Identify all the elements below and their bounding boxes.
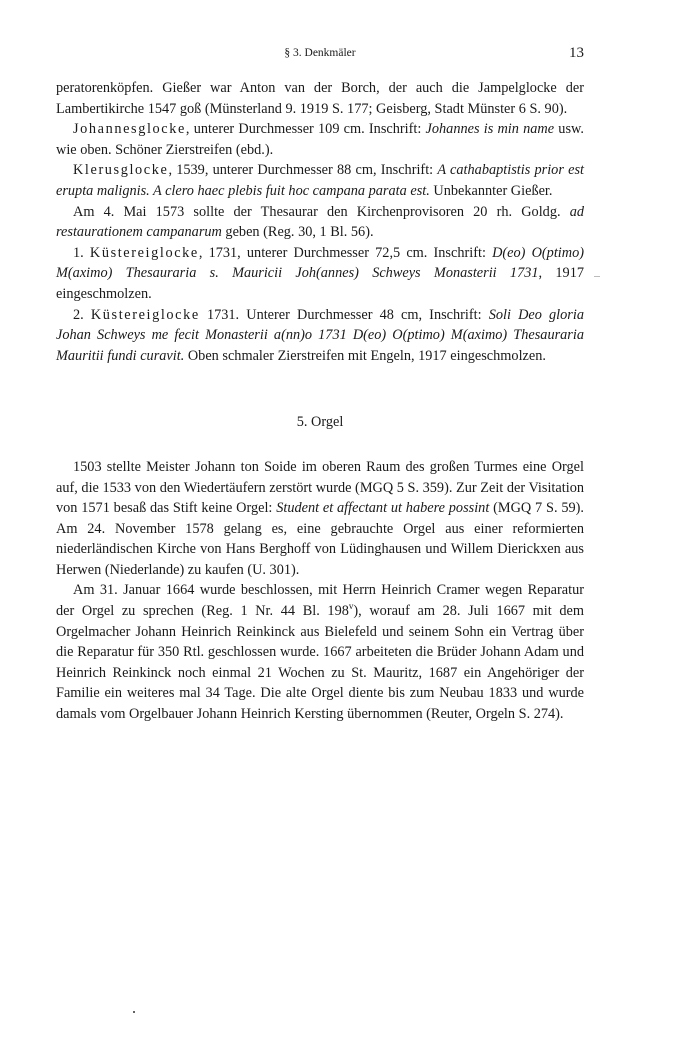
inscription: A cathabaptistis prior est erupta malignis. A clero haec plebis fuit hoc campana parata est. [56, 162, 584, 199]
paragraph-thesaurar [56, 202, 584, 243]
inscription: Soli Deo gloria Johan Schweys me fecit Monasterii a(nn)o 1731 D(eo) O(ptimo) M(aximo) Thesauraria Mauritii fundi curavit. [56, 306, 584, 364]
paragraph-kuestereiglocke-1 [56, 243, 584, 305]
text: (MGQ 7 S. 59). Am 24. November 1578 gelang es, eine gebrauchte Orgel aus einer reformierten niederländischen Kirche von Hans Berghoff von Lüdinghausen und Willem Dierickxen aus Herwen (Niederlande) zu kaufen (U. 301). [56, 500, 584, 578]
paragraph-orgel-1503 [56, 457, 584, 581]
paragraph-johannesglocke [56, 119, 584, 160]
stray-dot [133, 1011, 135, 1013]
bell-name: Klerusglocke [73, 162, 169, 179]
text: , 1917 eingeschmolzen. [56, 265, 584, 302]
text: usw. wie oben. Schöner Zierstreifen (ebd.). [56, 121, 584, 158]
superscript: v [348, 601, 354, 612]
text: 1503 stellte Meister Johann ton Soide im oberen Raum des großen Turmes eine Orgel auf, die 1533 von den Wiedertäufern zerstört wurde (MGQ 5 S. 359). Zur Zeit der Visitation von 1571 besaß das Stift keine Orgel: [56, 458, 584, 517]
inscription: D(eo) O(ptimo) M(aximo) Thesauraria s. Mauricii Joh(annes) Schweys Monasterii 1731 [56, 244, 585, 282]
text: Am 31. Januar 1664 wurde beschlossen, mit Herrn Heinrich Cramer wegen Reparatur der Orgel zu sprechen (Reg. 1 Nr. 44 Bl. 198 [56, 582, 584, 620]
bell-name: Küstereiglocke [90, 306, 200, 323]
body-text [56, 78, 584, 725]
bell-name: Johannesglocke [73, 121, 186, 138]
text: ), worauf am 28. Juli 1667 mit dem Orgelmacher Johann Heinrich Reinkinck aus Bielefeld und seinem Sohn ein Vertrag über die Reparatur für 350 Rtl. geschlossen wurde. 1667 arbeiteten die Brüder Johann Adam und Heinrich Reinkinck noch einmal 21 Wochen zu St. Mauritz, 1687 ein Angehöriger der Familie ein weiteres mal 34 Tage. Die alte Orgel diente bis zum Neubau 1833 und wurde damals vom Orgelbauer Johann Heinrich Kersting übernommen (Reuter, Orgeln S. 274). [56, 603, 584, 723]
latin-phrase: ad restaurationem campanarum [56, 203, 584, 241]
bell-name: Küstereiglocke [89, 244, 199, 261]
running-title: § 3. Denkmäler [284, 47, 356, 59]
running-head [56, 45, 584, 65]
list-number: 2. [73, 306, 91, 323]
paragraph-orgel-1664 [56, 580, 584, 724]
text: Oben schmaler Zierstreifen mit Engeln, 1917 eingeschmolzen. [184, 347, 546, 364]
section-heading: 5. Orgel [296, 414, 344, 431]
paragraph-kuestereiglocke-2 [56, 305, 584, 367]
list-number: 1. [73, 244, 90, 261]
latin-phrase: Student et affectant ut habere possint [276, 500, 490, 517]
text: , 1731, unterer Durchmesser 72,5 cm. Inschrift: [198, 244, 493, 261]
text: 1731. Unterer Durchmesser 48 cm, Inschrift: [199, 306, 489, 323]
paragraph-1: peratorenköpfen. Gießer war Anton van der Borch, der auch die Jampelglocke der Lambertikirche 1547 goß (Münsterland 9. 1919 S. 177; Geisberg, Stadt Münster 6 S. 90). [56, 80, 584, 117]
paragraph-klerusglocke [56, 160, 584, 201]
text: , 1539, unterer Durchmesser 88 cm, Inschrift: [168, 162, 438, 179]
margin-mark [594, 276, 600, 277]
text: , unterer Durchmesser 109 cm. Inschrift: [185, 121, 426, 138]
text: geben (Reg. 30, 1 Bl. 56). [221, 224, 374, 241]
page-number: 13 [569, 45, 584, 61]
text: Unbekannter Gießer. [429, 182, 553, 199]
inscription: Johannes is min name [425, 121, 555, 138]
text: Am 4. Mai 1573 sollte der Thesaurar den Kirchenprovisoren 20 rh. Goldg. [73, 203, 570, 220]
